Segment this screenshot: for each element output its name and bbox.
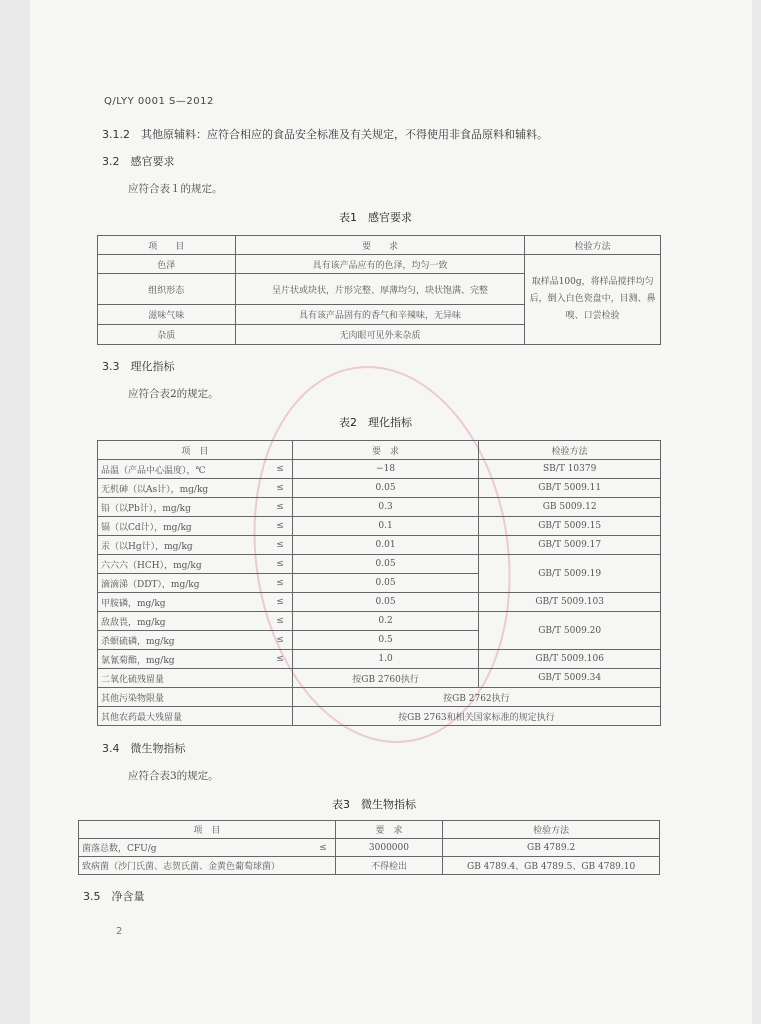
requirement-cell: 0.05 bbox=[292, 574, 479, 593]
le-symbol: ≤ bbox=[252, 631, 292, 650]
requirement-cell: 0.2 bbox=[292, 612, 479, 631]
item-cell: 汞（以Hg计），mg/kg bbox=[98, 536, 253, 555]
le-symbol: ≤ bbox=[252, 593, 292, 612]
method-cell: GB/T 5009.103 bbox=[479, 593, 661, 612]
le-symbol: ≤ bbox=[252, 460, 292, 479]
le-symbol: ≤ bbox=[252, 498, 292, 517]
le-symbol: ≤ bbox=[252, 612, 292, 631]
item-cell: 氯氰菊酯，mg/kg bbox=[98, 650, 253, 669]
item-cell: 六六六（HCH），mg/kg bbox=[98, 555, 253, 574]
header-item: 项 目 bbox=[98, 441, 293, 460]
item-cell: 品温（产品中心温度），℃ bbox=[98, 460, 253, 479]
method-cell: GB/T 5009.19 bbox=[479, 555, 661, 593]
method-cell: SB/T 10379 bbox=[479, 460, 661, 479]
requirement-cell: 0.05 bbox=[292, 479, 479, 498]
clause-3-2-text: 应符合表１的规定。 bbox=[128, 183, 223, 195]
table-row bbox=[79, 839, 660, 857]
clause-3-3-title: 3.3 理化指标 bbox=[102, 360, 175, 373]
page-number: 2 bbox=[116, 926, 123, 937]
requirement-cell: 按GB 2763和相关国家标准的规定执行 bbox=[292, 707, 660, 726]
requirement-cell: −18 bbox=[292, 460, 479, 479]
method-cell: GB/T 5009.17 bbox=[479, 536, 661, 555]
requirement-cell: 0.5 bbox=[292, 631, 479, 650]
table2-caption: 表2 理化指标 bbox=[339, 416, 412, 429]
requirement-cell: 具有该产品固有的香气和辛辣味，无异味 bbox=[235, 305, 525, 325]
requirement-cell: 不得检出 bbox=[335, 857, 443, 875]
method-cell: GB 4789.2 bbox=[443, 839, 660, 857]
header-item: 项 目 bbox=[98, 236, 236, 255]
table-row bbox=[98, 593, 661, 612]
table-row bbox=[98, 669, 661, 688]
requirement-cell: 3000000 bbox=[335, 839, 443, 857]
item-cell: 杀螟硫磷，mg/kg bbox=[98, 631, 253, 650]
requirement-cell: 0.3 bbox=[292, 498, 479, 517]
header-method: 检验方法 bbox=[479, 441, 661, 460]
item-cell: 其他污染物限量 bbox=[98, 688, 293, 707]
document-page bbox=[30, 0, 752, 1024]
requirement-cell: 无肉眼可见外来杂质 bbox=[235, 325, 525, 345]
header-method: 检验方法 bbox=[443, 821, 660, 839]
le-symbol: ≤ bbox=[252, 479, 292, 498]
method-cell: GB/T 5009.106 bbox=[479, 650, 661, 669]
table-row bbox=[98, 517, 661, 536]
clause-3-4-title: 3.4 微生物指标 bbox=[102, 742, 186, 755]
le-symbol: ≤ bbox=[252, 650, 292, 669]
header-item: 项 目 bbox=[79, 821, 336, 839]
table-header-row bbox=[98, 441, 661, 460]
clause-3-5-title: 3.5 净含量 bbox=[83, 890, 145, 903]
clause-3-4-text: 应符合表3的规定。 bbox=[128, 770, 219, 782]
sensory-table bbox=[97, 235, 661, 345]
table-header-row bbox=[98, 236, 661, 255]
item-cell: 无机砷（以As计），mg/kg bbox=[98, 479, 253, 498]
le-symbol: ≤ bbox=[252, 555, 292, 574]
table3-caption: 表3 微生物指标 bbox=[332, 798, 416, 811]
item-cell: 组织形态 bbox=[98, 274, 236, 305]
header-requirement: 要 求 bbox=[292, 441, 479, 460]
table-row bbox=[98, 555, 661, 574]
table-row bbox=[98, 707, 661, 726]
requirement-cell: 呈片状或块状，片形完整、厚薄均匀，块状饱满、完整 bbox=[235, 274, 525, 305]
table-row bbox=[98, 688, 661, 707]
table-row bbox=[98, 650, 661, 669]
item-cell: 甲胺磷，mg/kg bbox=[98, 593, 253, 612]
table-row bbox=[98, 612, 661, 631]
table-row bbox=[79, 857, 660, 875]
le-symbol: ≤ bbox=[295, 839, 335, 857]
standard-code: Q/LYY 0001 S—2012 bbox=[104, 96, 214, 107]
requirement-cell: 0.05 bbox=[292, 555, 479, 574]
item-cell: 色泽 bbox=[98, 255, 236, 274]
item-cell: 致病菌（沙门氏菌、志贺氏菌、金黄色葡萄球菌） bbox=[79, 857, 336, 875]
requirement-cell: 按GB 2760执行 bbox=[292, 669, 479, 688]
method-cell: GB 4789.4、GB 4789.5、GB 4789.10 bbox=[443, 857, 660, 875]
item-cell: 滋味气味 bbox=[98, 305, 236, 325]
table-row bbox=[98, 498, 661, 517]
method-cell: GB/T 5009.34 bbox=[479, 669, 661, 688]
microbiological-table bbox=[78, 820, 660, 875]
le-symbol: ≤ bbox=[252, 574, 292, 593]
method-cell: GB 5009.12 bbox=[479, 498, 661, 517]
item-cell: 铅（以Pb计），mg/kg bbox=[98, 498, 253, 517]
requirement-cell: 0.1 bbox=[292, 517, 479, 536]
requirement-cell: 0.01 bbox=[292, 536, 479, 555]
table-row bbox=[98, 536, 661, 555]
header-requirement: 要 求 bbox=[335, 821, 443, 839]
table-header-row bbox=[79, 821, 660, 839]
table-row bbox=[98, 479, 661, 498]
item-cell: 滴滴涕（DDT），mg/kg bbox=[98, 574, 253, 593]
physicochemical-table bbox=[97, 440, 661, 726]
item-cell: 敌敌畏，mg/kg bbox=[98, 612, 253, 631]
method-cell: GB/T 5009.15 bbox=[479, 517, 661, 536]
method-cell: GB/T 5009.20 bbox=[479, 612, 661, 650]
item-cell: 其他农药最大残留量 bbox=[98, 707, 293, 726]
method-cell: GB/T 5009.11 bbox=[479, 479, 661, 498]
requirement-cell: 0.05 bbox=[292, 593, 479, 612]
item-cell: 杂质 bbox=[98, 325, 236, 345]
clause-3-3-text: 应符合表2的规定。 bbox=[128, 388, 219, 400]
requirement-cell: 1.0 bbox=[292, 650, 479, 669]
table1-caption: 表1 感官要求 bbox=[339, 211, 412, 224]
header-requirement: 要 求 bbox=[235, 236, 525, 255]
clause-3-1-2: 3.1.2 其他原辅料：应符合相应的食品安全标准及有关规定，不得使用非食品原料和辅料。 bbox=[102, 128, 548, 141]
le-symbol: ≤ bbox=[252, 536, 292, 555]
item-cell: 二氧化硫残留量 bbox=[98, 669, 293, 688]
le-symbol: ≤ bbox=[252, 517, 292, 536]
table-row bbox=[98, 460, 661, 479]
clause-3-2-title: 3.2 感官要求 bbox=[102, 155, 175, 168]
header-method: 检验方法 bbox=[525, 236, 661, 255]
item-cell: 菌落总数，CFU/g bbox=[79, 839, 296, 857]
table-row bbox=[98, 255, 661, 274]
requirement-cell: 按GB 2762执行 bbox=[292, 688, 660, 707]
requirement-cell: 具有该产品应有的色泽，均匀一致 bbox=[235, 255, 525, 274]
item-cell: 镉（以Cd计），mg/kg bbox=[98, 517, 253, 536]
method-cell: 取样品100g，将样品搅拌均匀后，倒入白色瓷盘中，目测、鼻嗅、口尝检验 bbox=[525, 255, 661, 345]
